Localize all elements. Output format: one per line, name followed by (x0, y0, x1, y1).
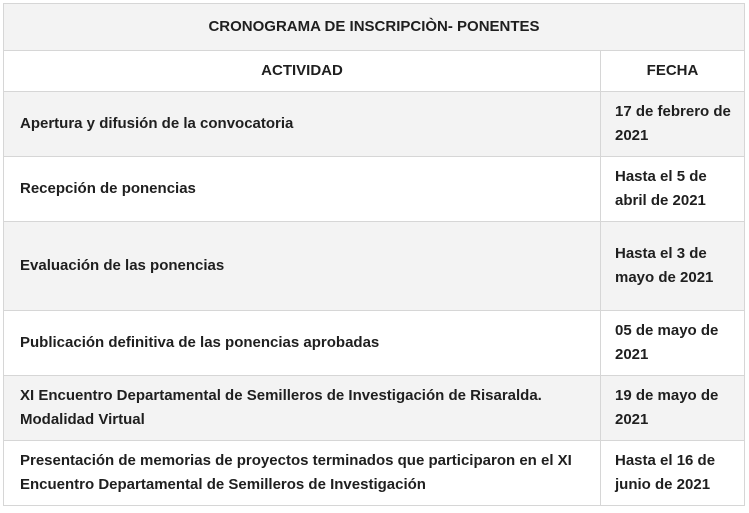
activity-cell: Presentación de memorias de proyectos terminados que participaron en el XI Encuentro Departamental de Semilleros de Investigación (4, 441, 601, 506)
title-row (4, 4, 745, 51)
header-row (4, 51, 745, 92)
table-title: CRONOGRAMA DE INSCRIPCIÒN- PONENTES (4, 4, 745, 51)
table-row (4, 92, 745, 157)
table-row (4, 157, 745, 222)
activity-cell: XI Encuentro Departamental de Semilleros de Investigación de Risaralda. Modalidad Virtual (4, 376, 601, 441)
table-row (4, 311, 745, 376)
header-activity: ACTIVIDAD (4, 51, 601, 92)
date-cell: 17 de febrero de 2021 (601, 92, 745, 157)
table-row (4, 376, 745, 441)
activity-cell: Publicación definitiva de las ponencias aprobadas (4, 311, 601, 376)
schedule-table (3, 3, 745, 506)
date-cell: Hasta el 5 de abril de 2021 (601, 157, 745, 222)
header-date: FECHA (601, 51, 745, 92)
activity-cell: Evaluación de las ponencias (4, 222, 601, 311)
date-cell: 05 de mayo de 2021 (601, 311, 745, 376)
date-cell: Hasta el 3 de mayo de 2021 (601, 222, 745, 311)
table-row (4, 222, 745, 311)
date-cell: 19 de mayo de 2021 (601, 376, 745, 441)
activity-cell: Apertura y difusión de la convocatoria (4, 92, 601, 157)
table-row (4, 441, 745, 506)
activity-cell: Recepción de ponencias (4, 157, 601, 222)
date-cell: Hasta el 16 de junio de 2021 (601, 441, 745, 506)
